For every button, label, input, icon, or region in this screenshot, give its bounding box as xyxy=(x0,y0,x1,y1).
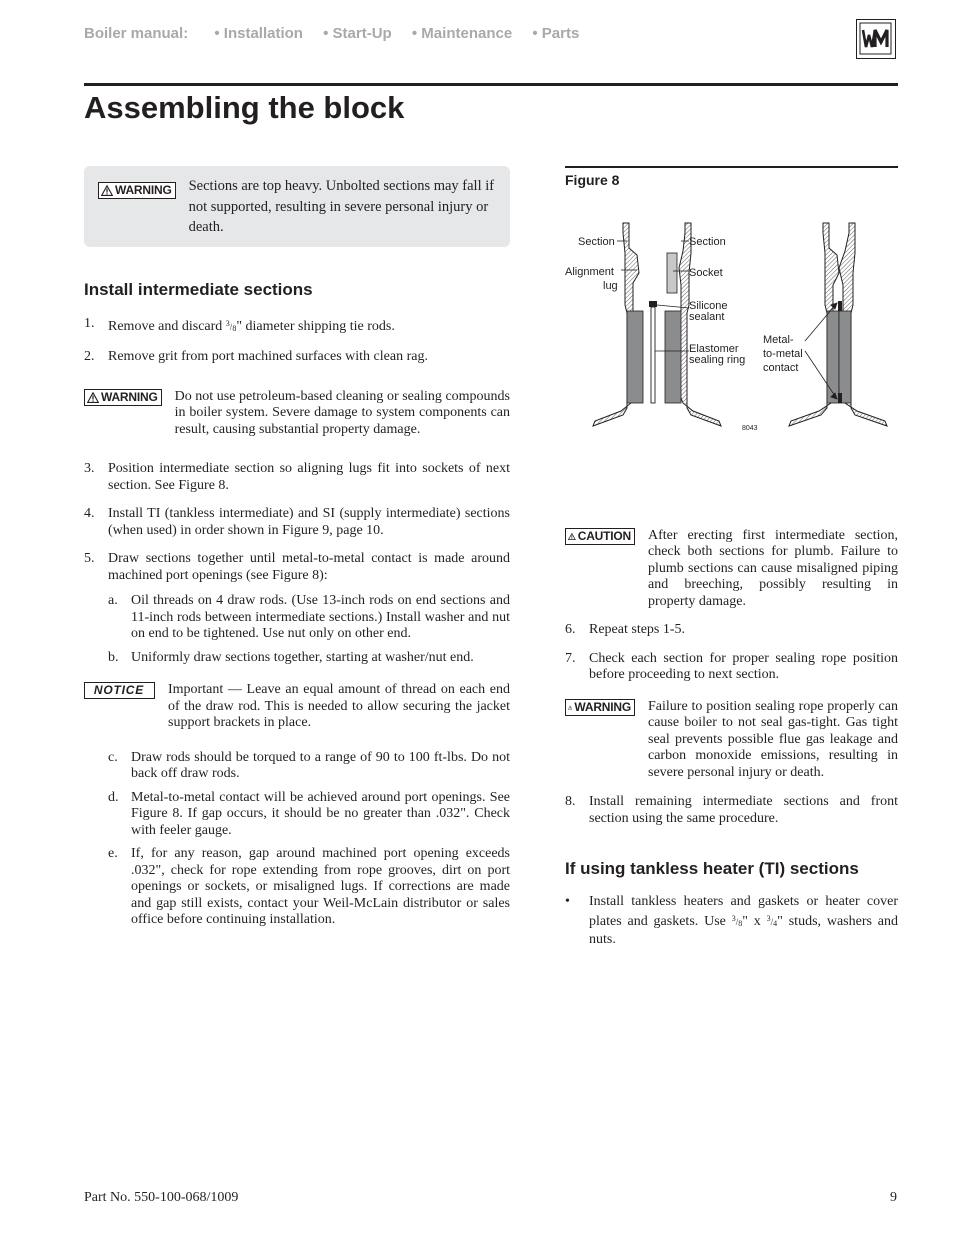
label-sealing-ring: sealing ring xyxy=(689,353,746,366)
label-to-metal: to-metal xyxy=(763,347,803,360)
step-2: 2. Remove grit from port machined surfaces with clean rag. xyxy=(84,349,428,364)
step-3: 3. Position intermediate section so aligning lugs fit into sockets of next section. See Figure 8. xyxy=(84,461,510,493)
step-5a: a. Oil threads on 4 draw rods. (Use 13-inch rods on end sections and 11-inch rods between intermediate sections.) Install washer and nut on end to be tightened. Use nut only on other end. xyxy=(108,593,510,641)
label-section-right: Section xyxy=(689,235,726,248)
step-5e: e. If, for any reason, gap around machined port opening exceeds .032", check for rope extending from rope grooves, dirt on port openings or sockets, or misaligned lugs. If corrections are made and gap still exists, contact your Weil-McLain distributor or sales office before continuing installation. xyxy=(108,846,510,927)
warning-sealing-rope: WARNING Failure to position sealing rope properly can cause boiler to not seal gas-tight. Gas tight seal prevents possible flue gas leakage and carbon monoxide emissions, resulting in severe personal injury or death. xyxy=(565,699,898,782)
figure-8-diagram xyxy=(565,193,898,438)
elastomer-ring-drawing xyxy=(651,307,655,403)
notice-badge: NOTICE xyxy=(84,682,155,699)
step-5: 5. Draw sections together until metal-to-metal contact is made around machined port openings (see Figure 8): xyxy=(84,551,510,583)
step-1: 1. Remove and discard $^3/_8$" diameter shipping tie rods. xyxy=(84,315,395,334)
page-number: 9 xyxy=(890,1190,897,1205)
tankless-bullet: • Install tankless heaters and gaskets or heater cover plates and gaskets. Use $^3/_8$" x $^3/_4$" studs, washers and nuts. xyxy=(565,894,899,947)
nav-installation[interactable]: • Installation xyxy=(214,25,303,42)
step-5b: b. Uniformly draw sections together, starting at washer/nut end. xyxy=(108,649,474,665)
warning-triangle-icon xyxy=(101,185,113,196)
warning-badge: WARNING xyxy=(84,389,162,406)
label-section-left: Section xyxy=(578,235,615,248)
step-7: 7. Check each section for proper sealing rope position before proceeding to next section. xyxy=(565,650,898,682)
right-section-drawing xyxy=(665,223,721,426)
top-warning-box xyxy=(84,166,510,247)
header-nav xyxy=(84,25,595,42)
figure-label: Figure 8 xyxy=(565,172,620,188)
notice-draw-rod: NOTICE Important — Leave an equal amount of thread on each end of the draw rod. This is needed to allow securing the jacket support brackets in place. xyxy=(84,682,510,732)
label-lug: lug xyxy=(603,279,618,292)
weil-mclain-logo xyxy=(856,19,896,59)
left-column xyxy=(84,166,510,929)
label-sealant: sealant xyxy=(689,310,725,323)
step-6: 6. Repeat steps 1-5. xyxy=(565,622,686,637)
nav-parts[interactable]: • Parts xyxy=(532,25,580,42)
nav-boiler-manual: Boiler manual: xyxy=(84,25,189,42)
left-section-drawing xyxy=(593,223,643,426)
warning-triangle-icon xyxy=(568,702,572,713)
step-5d: d. Metal-to-metal contact will be achieved around port openings. See Figure 8. If gap occurs, it should be no greater than .032". Check with feeler gauge. xyxy=(108,789,510,838)
step-5c: c. Draw rods should be torqued to a range of 90 to 100 ft-lbs. Do not back off draw rods. xyxy=(108,749,510,781)
silicone-sealant-drawing xyxy=(649,301,657,307)
caution-plumb: CAUTION After erecting first intermediate section, check both sections for plumb. Failure to plumb sections can cause misaligned piping and breeching, possibly resulting in property damage. xyxy=(565,528,898,611)
label-figure-code: 8043 xyxy=(742,424,758,432)
wm-logo-icon xyxy=(857,20,894,57)
caution-badge: CAUTION xyxy=(565,528,635,545)
label-contact: contact xyxy=(763,361,799,374)
figure-rule xyxy=(565,166,898,168)
part-number: Part No. 550-100-068/1009 xyxy=(84,1190,239,1205)
label-silicone: Silicone xyxy=(689,299,728,312)
top-warning-text: Sections are top heavy. Unbolted sections may fall if not supported, resulting in severe personal injury or death. xyxy=(188,178,495,235)
nav-startup[interactable]: • Start-Up xyxy=(323,25,392,42)
right-column xyxy=(565,166,898,949)
install-intermediate-heading: Install intermediate sections xyxy=(84,279,313,299)
step-4: 4. Install TI (tankless intermediate) and SI (supply intermediate) sections (when used) in order shown in Figure 9, page 10. xyxy=(84,506,510,538)
warning-triangle-icon xyxy=(568,531,576,542)
label-elastomer: Elastomer xyxy=(689,342,739,355)
label-socket: Socket xyxy=(689,266,723,279)
label-metal: Metal- xyxy=(763,333,794,346)
label-alignment: Alignment xyxy=(565,265,614,278)
warning-badge: WARNING xyxy=(565,699,635,716)
nav-maintenance[interactable]: • Maintenance xyxy=(411,25,513,42)
page-title: Assembling the block xyxy=(84,90,405,125)
warning-petroleum: WARNING Do not use petroleum-based cleaning or sealing compounds in boiler system. Severe damage to system components can result, causing substantial property damage. xyxy=(84,389,510,439)
header-rule xyxy=(84,83,898,86)
assembled-sections-drawing xyxy=(789,223,887,426)
warning-triangle-icon xyxy=(87,392,99,403)
tankless-heater-heading: If using tankless heater (TI) sections xyxy=(565,859,859,878)
warning-badge: WARNING xyxy=(98,182,176,199)
step-8: 8. Install remaining intermediate sections and front section using the same procedure. xyxy=(565,794,898,826)
